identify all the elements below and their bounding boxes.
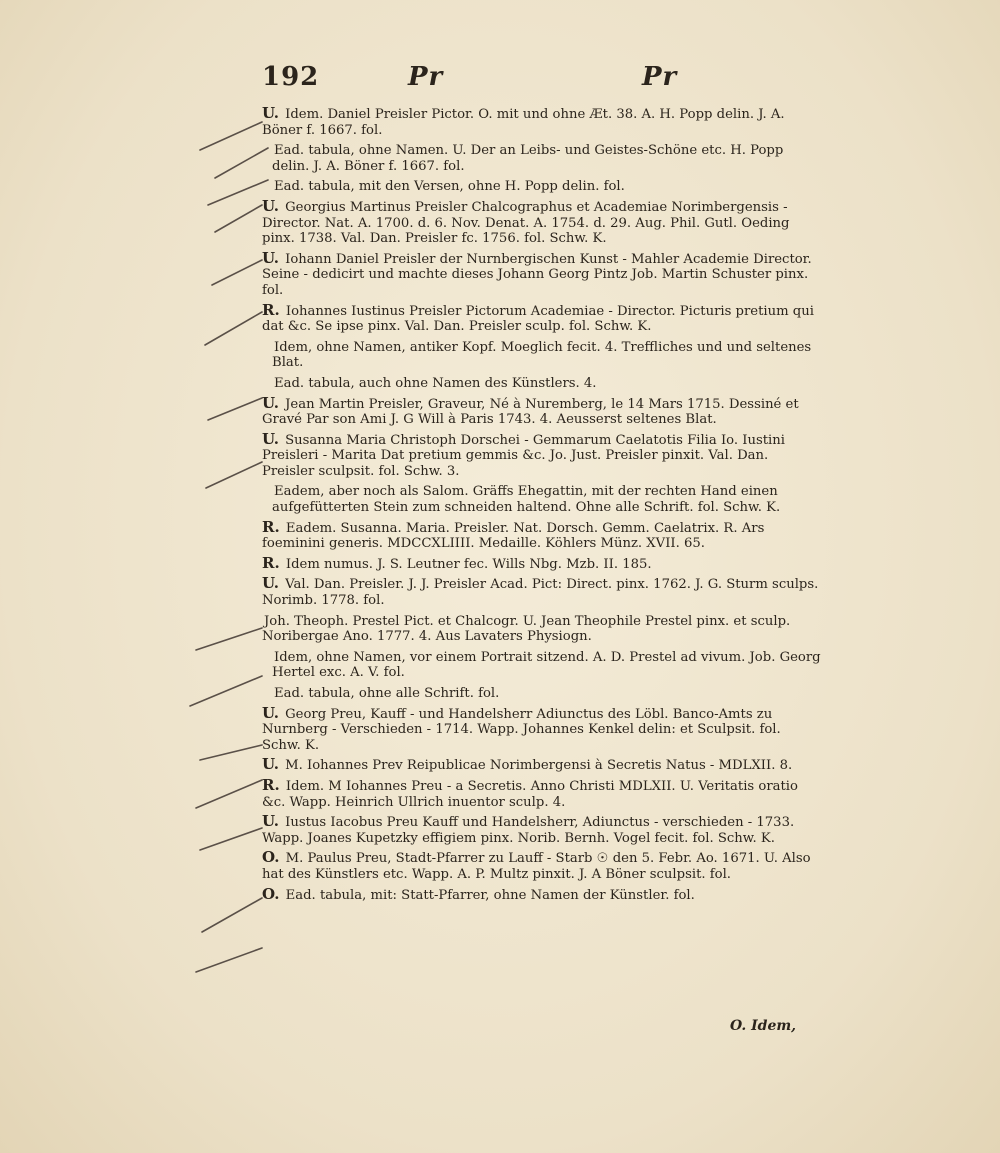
catalogue-entry xyxy=(262,553,822,573)
catalogue-entry xyxy=(262,178,822,195)
catalogue-entry xyxy=(262,339,822,371)
catalogue-entry xyxy=(262,757,822,774)
catalogue-entry xyxy=(262,576,822,608)
entry-mark: U. xyxy=(262,104,279,122)
entry-mark: O. xyxy=(262,848,280,867)
entry-mark: R. xyxy=(262,300,280,319)
entry-text: Georgius Martinus Preisler Chalcographus et Academiae Norimbergensis - Director. Nat. A. 1700. d. 6. Nov. Denat. A. 1754. d. 29. Aug. Phil. Gutl. Oeding pinx. 1738. Val. Dan. Preisler fc. 1756. fol. Schw. K. xyxy=(262,199,790,247)
catalogue-entries xyxy=(262,106,822,907)
entry-text: Jean Martin Preisler, Graveur, Né à Nuremberg, le 14 Mars 1715. Dessiné et Gravé Par son Ami J. G Will à Paris 1743. 4. Aeusserst seltenes Blat. xyxy=(262,396,799,428)
entry-text: Idem, ohne Namen, antiker Kopf. Moeglich fecit. 4. Treffliches und und seltenes Blat. xyxy=(272,339,812,371)
catalogue-entry xyxy=(262,106,822,138)
entry-text: Joh. Theoph. Prestel Pict. et Chalcogr. U. Jean Theophile Prestel pinx. et sculp. Noribergae Ano. 1777. 4. Aus Lavaters Physiogn. xyxy=(262,613,791,645)
entry-text: Ead. tabula, mit: Statt-Pfarrer, ohne Namen der Künstler. fol. xyxy=(285,887,695,903)
entry-text: Ead. tabula, ohne alle Schrift. fol. xyxy=(274,686,500,701)
entry-mark: R. xyxy=(262,775,280,794)
entry-mark: U. xyxy=(262,812,279,831)
catalogue-entry xyxy=(262,703,822,754)
catalogue-entry xyxy=(262,775,822,810)
entry-mark: O. xyxy=(262,884,280,903)
entry-text: Iohann Daniel Preisler der Nurnbergischen Kunst - Mahler Academie Director. Seine - dedicirt und machte dieses Johann Georg Pintz Job. Martin Schuster pinx. fol. xyxy=(262,251,812,298)
entry-text: Ead. tabula, ohne Namen. U. Der an Leibs- und Geistes-Schöne etc. H. Popp delin. J. A. Böner f. 1667. fol. xyxy=(272,143,784,174)
catalogue-entry xyxy=(262,649,822,681)
catalogue-entry xyxy=(262,814,822,846)
entry-mark: U. xyxy=(262,574,279,593)
page-number: 192 xyxy=(262,62,320,92)
catchword: O. Idem, xyxy=(730,1018,797,1034)
entry-text: Eadem, aber noch als Salom. Gräffs Ehegattin, mit der rechten Hand einen aufgefütterten Stein zum schneiden haltend. Ohne alle Schrift. fol. Schw. K. xyxy=(272,484,781,516)
catalogue-entry xyxy=(262,196,822,247)
entry-text: Idem. M Iohannes Preu - a Secretis. Anno Christi MDLXII. U. Veritatis oratio &c. Wapp. Heinrich Ullrich inuentor sculp. 4. xyxy=(262,778,798,810)
entry-text: Susanna Maria Christoph Dorschei - Gemmarum Caelatotis Filia Io. Iustini Preisleri - Marita Dat pretium gemmis &c. Jo. Just. Preisler pinxit. Val. Dan. Preisler sculpsit. fol. Schw. 3. xyxy=(262,432,785,479)
entry-text: M. Paulus Preu, Stadt-Pfarrer zu Lauff - Starb ☉ den 5. Febr. Ao. 1671. U. Also hat des Künstlers etc. Wapp. A. P. Multz pinxit. J. A Böner sculpsit. fol. xyxy=(262,851,811,882)
catalogue-entry xyxy=(262,613,822,645)
catalogue-entry xyxy=(262,884,822,904)
catalogue-entry xyxy=(262,517,822,552)
entry-mark: U. xyxy=(262,703,279,722)
header-left: Pr xyxy=(408,62,444,92)
entry-text: Val. Dan. Preisler. J. J. Preisler Acad. Pict: Direct. pinx. 1762. J. G. Sturm sculps. Norimb. 1778. fol. xyxy=(262,577,819,609)
catalogue-entry xyxy=(262,375,822,392)
catalogue-entry xyxy=(262,248,822,299)
catalogue-entry xyxy=(262,685,822,702)
entry-mark: U. xyxy=(262,755,279,774)
entry-text: Idem numus. J. S. Leutner fec. Wills Nbg. Mzb. II. 185. xyxy=(285,556,652,572)
catalogue-entry xyxy=(262,300,822,335)
entry-text: Iustus Iacobus Preu Kauff und Handelsherr, Adiunctus - verschieden - 1733. Wapp. Joanes Kupetzky effigiem pinx. Norib. Bernh. Vogel fecit. fol. Schw. K. xyxy=(262,815,795,846)
entry-mark: R. xyxy=(262,553,280,572)
catalogue-entry xyxy=(262,483,822,515)
catalogue-entry xyxy=(262,393,822,428)
catalogue-entry xyxy=(262,429,822,480)
entry-text: Idem, ohne Namen, vor einem Portrait sitzend. A. D. Prestel ad vivum. Job. Georg Hertel exc. A. V. fol. xyxy=(272,649,821,681)
entry-mark: U. xyxy=(262,248,279,267)
entry-mark: U. xyxy=(262,429,279,448)
entry-text: Ead. tabula, mit den Versen, ohne H. Popp delin. fol. xyxy=(274,179,625,195)
entry-mark: R. xyxy=(262,517,280,536)
catalogue-entry xyxy=(262,850,822,882)
entry-text: Georg Preu, Kauff - und Handelsherr Adiunctus des Löbl. Banco-Amts zu Nurnberg - Verschieden - 1714. Wapp. Johannes Kenkel delin: et Sculpsit. fol. Schw. K. xyxy=(262,706,781,753)
entry-text: Idem. Daniel Preisler Pictor. O. mit und ohne Æt. 38. A. H. Popp delin. J. A. Böner f. 1667. fol. xyxy=(262,107,785,138)
catalogue-entry xyxy=(262,142,822,174)
entry-mark: U. xyxy=(262,393,279,412)
entry-text: Eadem. Susanna. Maria. Preisler. Nat. Dorsch. Gemm. Caelatrix. R. Ars foeminini generis. MDCCXLIIII. Medaille. Köhlers Münz. XVII. 65. xyxy=(262,520,765,552)
entry-mark: U. xyxy=(262,196,279,215)
header-right: Pr xyxy=(642,62,678,92)
entry-text: M. Iohannes Prev Reipublicae Norimbergensi à Secretis Natus - MDLXII. 8. xyxy=(285,758,793,774)
entry-text: Iohannes Iustinus Preisler Pictorum Academiae - Director. Picturis pretium qui dat &c. Se ipse pinx. Val. Dan. Preisler sculp. fol. Schw. K. xyxy=(262,303,814,335)
entry-text: Ead. tabula, auch ohne Namen des Künstlers. 4. xyxy=(274,375,597,391)
